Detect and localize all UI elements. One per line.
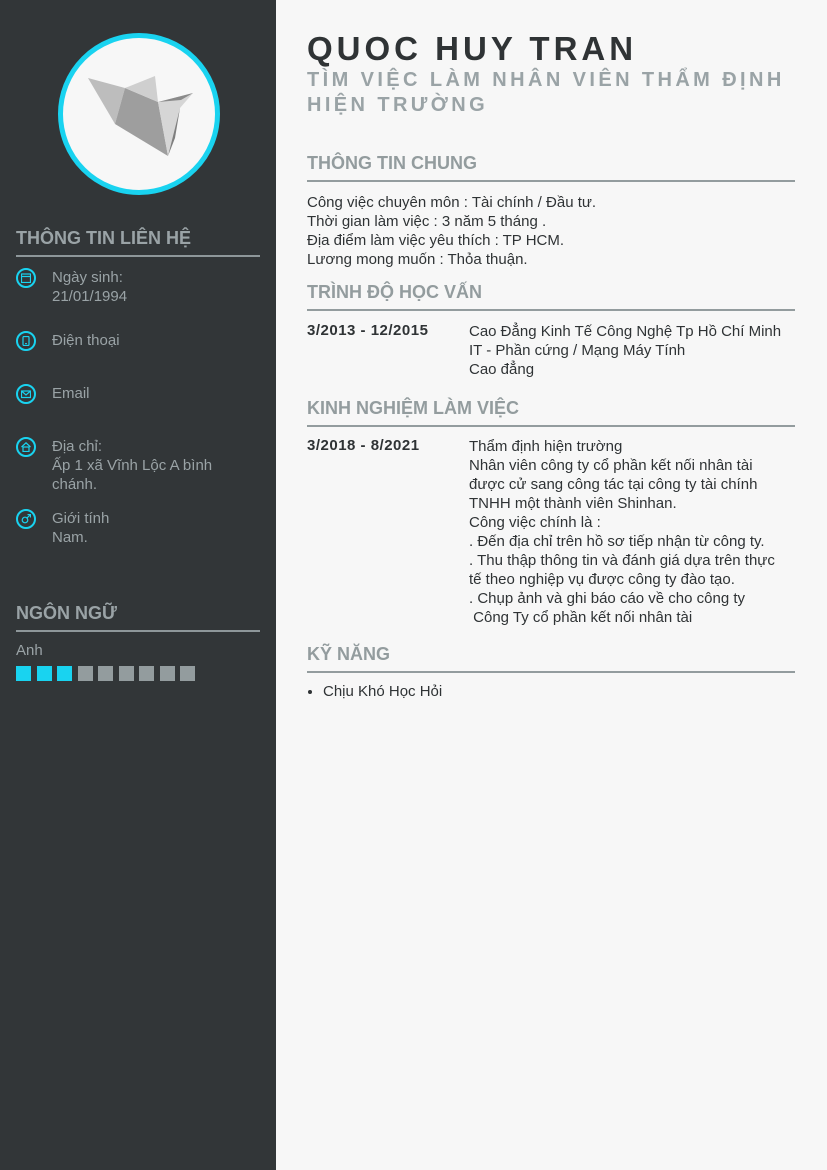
calendar-icon (16, 268, 36, 288)
contact-address (16, 437, 260, 494)
experience-date: 3/2018 - 8/2021 (307, 437, 420, 454)
experience-line: . Thu thập thông tin và đánh giá dựa trên thực (469, 552, 775, 569)
contact-gender (16, 509, 260, 547)
experience-line: Công việc chính là : (469, 514, 601, 531)
language-level-square (98, 666, 113, 681)
education-heading: TRÌNH ĐỘ HỌC VẤN (307, 282, 795, 311)
home-icon (16, 437, 36, 457)
experience-line: . Đến địa chỉ trên hồ sơ tiếp nhận từ công ty. (469, 533, 765, 550)
contact-birthdate (16, 268, 260, 306)
experience-line: Thẩm định hiện trường (469, 438, 623, 455)
education-line: Cao đẳng (469, 361, 535, 378)
candidate-name: QUOC HUY TRAN (307, 30, 638, 67)
education-date: 3/2013 - 12/2015 (307, 322, 429, 339)
gender-icon (16, 509, 36, 529)
contact-email (16, 384, 260, 403)
contact-phone (16, 331, 260, 350)
experience-details (469, 437, 795, 627)
contact-label: Ngày sinh: (52, 269, 123, 286)
language-level-square (139, 666, 154, 681)
experience-line: Nhân viên công ty cổ phần kết nối nhân tài (469, 457, 753, 474)
language-heading: NGÔN NGỮ (16, 603, 260, 632)
general-line: Công việc chuyên môn : Tài chính / Đầu tư. (307, 194, 597, 211)
general-line: Lương mong muốn : Thỏa thuận. (307, 251, 528, 268)
experience-line: tế theo nghiệp vụ được công ty đào tạo. (469, 571, 735, 588)
general-line: Thời gian làm việc : 3 năm 5 tháng . (307, 213, 547, 230)
job-title: TÌM VIỆC LÀM NHÂN VIÊN THẨM ĐỊNH HIỆN TRƯỜNG (307, 69, 785, 116)
skills-heading: KỸ NĂNG (307, 644, 795, 673)
language-level-square (160, 666, 175, 681)
language-level-square (180, 666, 195, 681)
experience-line: được cử sang công tác tại công ty tài chính (469, 476, 758, 493)
contact-value: Nam. (52, 529, 88, 546)
skills-list (307, 683, 442, 700)
general-line: Địa điểm làm việc yêu thích : TP HCM. (307, 232, 565, 249)
language-level-square (119, 666, 134, 681)
general-heading: THÔNG TIN CHUNG (307, 153, 795, 182)
language-level-square (16, 666, 31, 681)
contact-label: Điện thoại (52, 332, 120, 349)
sidebar (0, 0, 276, 1170)
email-icon (16, 384, 36, 404)
education-line: IT - Phần cứng / Mạng Máy Tính (469, 342, 686, 359)
language-name: Anh (16, 642, 43, 659)
origami-bird-icon (63, 38, 215, 190)
language-level-square (37, 666, 52, 681)
education-details (469, 322, 795, 379)
contact-label: Email (52, 385, 90, 402)
education-line: Cao Đẳng Kinh Tế Công Nghệ Tp Hồ Chí Minh (469, 323, 782, 340)
contact-value: Ấp 1 xã Vĩnh Lộc A bình chánh. (52, 457, 213, 493)
language-level-square (78, 666, 93, 681)
contact-label: Địa chỉ: (52, 438, 103, 455)
avatar (58, 33, 220, 195)
experience-line: . Chụp ảnh và ghi báo cáo về cho công ty (469, 590, 746, 607)
experience-line: Công Ty cổ phần kết nối nhân tài (469, 609, 693, 626)
contact-label: Giới tính (52, 510, 110, 527)
experience-line: TNHH một thành viên Shinhan. (469, 495, 677, 512)
general-info (307, 193, 795, 269)
experience-heading: KINH NGHIỆM LÀM VIỆC (307, 398, 795, 427)
contact-heading: THÔNG TIN LIÊN HỆ (16, 228, 260, 257)
contact-value: 21/01/1994 (52, 288, 128, 305)
phone-icon (16, 331, 36, 351)
language-level-square (57, 666, 72, 681)
skill-item: • Chịu Khó Học Hỏi (323, 683, 442, 700)
